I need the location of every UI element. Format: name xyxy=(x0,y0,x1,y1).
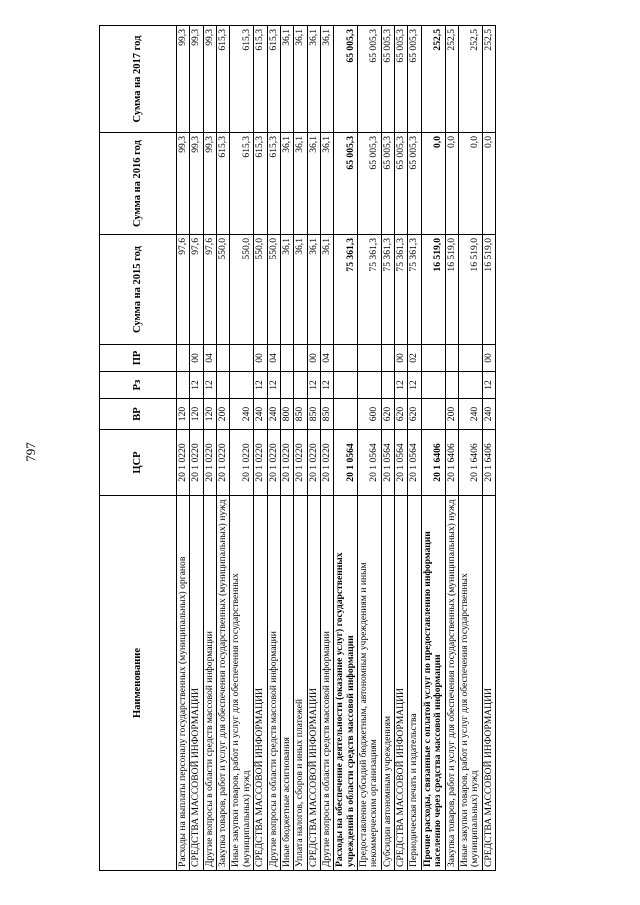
row-csr: 20 1 0220 xyxy=(177,430,190,496)
table-row xyxy=(445,26,458,871)
row-pr xyxy=(217,345,230,372)
row-name: Иные закупки товаров, работ и услуг для обеспечения государственных (муниципальных) нужд xyxy=(458,496,482,871)
row-pr: 00 xyxy=(190,345,203,372)
row-name: Периодическая печать и издательства xyxy=(408,496,421,871)
row-pr: 04 xyxy=(320,345,333,372)
row-sum-2015: 16 519,0 xyxy=(421,235,445,345)
row-vr: 850 xyxy=(294,399,307,430)
header-sum-2015: Сумма на 2015 год xyxy=(100,235,177,345)
table-row xyxy=(395,26,408,871)
row-pr: 00 xyxy=(307,345,320,372)
row-csr: 20 1 0220 xyxy=(320,430,333,496)
row-sum-2015: 550,0 xyxy=(230,235,254,345)
row-csr: 20 1 0220 xyxy=(230,430,254,496)
table-row xyxy=(381,26,394,871)
header-name: Наименование xyxy=(100,496,177,871)
row-sum-2015: 75 361,3 xyxy=(395,235,408,345)
row-vr: 240 xyxy=(482,399,495,430)
table-row xyxy=(307,26,320,871)
row-csr: 20 1 0220 xyxy=(280,430,293,496)
row-name: Субсидии автономным учреждениям xyxy=(381,496,394,871)
row-csr: 20 1 6406 xyxy=(421,430,445,496)
row-sum-2016: 615,3 xyxy=(254,133,267,235)
table-row xyxy=(230,26,254,871)
table-row xyxy=(177,26,190,871)
row-sum-2016: 36,1 xyxy=(280,133,293,235)
row-sum-2017: 615,3 xyxy=(254,26,267,133)
row-rz xyxy=(358,372,382,399)
row-vr: 850 xyxy=(320,399,333,430)
row-sum-2017: 36,1 xyxy=(280,26,293,133)
row-name: Иные закупки товаров, работ и услуг для обеспечения государственных (муниципальных) нужд xyxy=(230,496,254,871)
row-sum-2017: 65 005,3 xyxy=(358,26,382,133)
row-name: СРЕДСТВА МАССОВОЙ ИНФОРМАЦИИ xyxy=(254,496,267,871)
row-sum-2017: 615,3 xyxy=(230,26,254,133)
row-vr: 620 xyxy=(381,399,394,430)
table-row xyxy=(203,26,216,871)
table-row xyxy=(217,26,230,871)
header-csr: ЦСР xyxy=(100,430,177,496)
row-sum-2015: 550,0 xyxy=(217,235,230,345)
row-sum-2015: 75 361,3 xyxy=(358,235,382,345)
row-name: Расходы на обеспечение деятельности (оказание услуг) государственных учреждений в области средств массовой информации xyxy=(334,496,358,871)
row-sum-2016: 615,3 xyxy=(267,133,280,235)
row-rz: 12 xyxy=(190,372,203,399)
row-pr xyxy=(230,345,254,372)
row-sum-2017: 36,1 xyxy=(320,26,333,133)
row-csr: 20 1 0564 xyxy=(408,430,421,496)
row-vr: 240 xyxy=(254,399,267,430)
row-sum-2016: 65 005,3 xyxy=(381,133,394,235)
row-rz xyxy=(334,372,358,399)
row-rz xyxy=(230,372,254,399)
row-sum-2017: 99,3 xyxy=(203,26,216,133)
table-row xyxy=(267,26,280,871)
row-sum-2016: 0,0 xyxy=(458,133,482,235)
row-sum-2017: 252,5 xyxy=(421,26,445,133)
header-pr: ПР xyxy=(100,345,177,372)
row-sum-2016: 0,0 xyxy=(445,133,458,235)
row-sum-2017: 99,3 xyxy=(190,26,203,133)
row-sum-2016: 99,3 xyxy=(190,133,203,235)
row-vr: 800 xyxy=(280,399,293,430)
row-sum-2015: 550,0 xyxy=(254,235,267,345)
row-sum-2017: 252,5 xyxy=(458,26,482,133)
row-sum-2015: 75 361,3 xyxy=(334,235,358,345)
row-sum-2017: 615,3 xyxy=(267,26,280,133)
row-sum-2015: 97,6 xyxy=(203,235,216,345)
row-csr: 20 1 0564 xyxy=(334,430,358,496)
row-rz: 12 xyxy=(203,372,216,399)
row-vr xyxy=(421,399,445,430)
row-name: Другие вопросы в области средств массовой информации xyxy=(267,496,280,871)
row-sum-2015: 36,1 xyxy=(294,235,307,345)
row-csr: 20 1 0564 xyxy=(381,430,394,496)
row-vr: 200 xyxy=(445,399,458,430)
row-vr: 620 xyxy=(408,399,421,430)
row-sum-2017: 615,3 xyxy=(217,26,230,133)
row-pr xyxy=(381,345,394,372)
row-pr xyxy=(334,345,358,372)
row-sum-2016: 36,1 xyxy=(294,133,307,235)
row-vr: 850 xyxy=(307,399,320,430)
row-vr: 240 xyxy=(267,399,280,430)
row-sum-2017: 252,5 xyxy=(445,26,458,133)
table-row xyxy=(254,26,267,871)
row-name: Расходы на выплаты персоналу государственных (муниципальных) органов xyxy=(177,496,190,871)
row-name: Предоставление субсидий бюджетным, автономным учреждениям и иным некоммерческим организациям xyxy=(358,496,382,871)
row-name: Иные бюджетные ассигнования xyxy=(280,496,293,871)
header-sum-2016: Сумма на 2016 год xyxy=(100,133,177,235)
row-sum-2015: 16 519,0 xyxy=(445,235,458,345)
row-rz: 12 xyxy=(267,372,280,399)
budget-table xyxy=(99,25,496,871)
table-row xyxy=(482,26,495,871)
row-pr xyxy=(421,345,445,372)
row-sum-2016: 36,1 xyxy=(320,133,333,235)
row-rz: 12 xyxy=(482,372,495,399)
row-sum-2016: 99,3 xyxy=(203,133,216,235)
row-vr: 120 xyxy=(177,399,190,430)
row-sum-2016: 0,0 xyxy=(421,133,445,235)
table-row xyxy=(320,26,333,871)
row-csr: 20 1 0220 xyxy=(190,430,203,496)
row-vr: 240 xyxy=(458,399,482,430)
row-sum-2017: 252,5 xyxy=(482,26,495,133)
row-pr: 04 xyxy=(203,345,216,372)
table-header-row xyxy=(100,26,177,871)
row-sum-2016: 65 005,3 xyxy=(334,133,358,235)
row-name: СРЕДСТВА МАССОВОЙ ИНФОРМАЦИИ xyxy=(482,496,495,871)
row-sum-2017: 65 005,3 xyxy=(334,26,358,133)
row-name: Другие вопросы в области средств массовой информации xyxy=(203,496,216,871)
table-row xyxy=(294,26,307,871)
row-pr xyxy=(458,345,482,372)
row-csr: 20 1 0220 xyxy=(254,430,267,496)
row-sum-2017: 65 005,3 xyxy=(408,26,421,133)
row-sum-2016: 99,3 xyxy=(177,133,190,235)
row-rz xyxy=(177,372,190,399)
row-sum-2016: 65 005,3 xyxy=(408,133,421,235)
row-sum-2015: 550,0 xyxy=(267,235,280,345)
row-csr: 20 1 0564 xyxy=(358,430,382,496)
row-csr: 20 1 6406 xyxy=(458,430,482,496)
row-csr: 20 1 0220 xyxy=(203,430,216,496)
row-rz: 12 xyxy=(307,372,320,399)
row-vr: 120 xyxy=(203,399,216,430)
row-rz: 12 xyxy=(320,372,333,399)
row-pr: 00 xyxy=(482,345,495,372)
row-name: СРЕДСТВА МАССОВОЙ ИНФОРМАЦИИ xyxy=(190,496,203,871)
row-sum-2015: 16 519,0 xyxy=(482,235,495,345)
row-csr: 20 1 0220 xyxy=(217,430,230,496)
row-pr xyxy=(445,345,458,372)
row-rz xyxy=(381,372,394,399)
row-sum-2015: 36,1 xyxy=(307,235,320,345)
row-csr: 20 1 0220 xyxy=(294,430,307,496)
row-vr xyxy=(334,399,358,430)
row-rz xyxy=(445,372,458,399)
row-rz: 12 xyxy=(254,372,267,399)
header-rz: Рз xyxy=(100,372,177,399)
row-sum-2016: 615,3 xyxy=(230,133,254,235)
row-rz xyxy=(421,372,445,399)
row-sum-2015: 36,1 xyxy=(320,235,333,345)
row-pr: 00 xyxy=(254,345,267,372)
row-sum-2016: 0,0 xyxy=(482,133,495,235)
header-vr: ВР xyxy=(100,399,177,430)
row-sum-2015: 75 361,3 xyxy=(381,235,394,345)
row-rz xyxy=(280,372,293,399)
table-row xyxy=(358,26,382,871)
row-rz xyxy=(217,372,230,399)
row-sum-2017: 65 005,3 xyxy=(381,26,394,133)
row-pr xyxy=(358,345,382,372)
row-csr: 20 1 6406 xyxy=(482,430,495,496)
row-pr: 04 xyxy=(267,345,280,372)
row-csr: 20 1 6406 xyxy=(445,430,458,496)
row-rz xyxy=(294,372,307,399)
row-name: Закупка товаров, работ и услуг для обеспечения государственных (муниципальных) нужд xyxy=(445,496,458,871)
row-csr: 20 1 0220 xyxy=(307,430,320,496)
row-sum-2017: 36,1 xyxy=(294,26,307,133)
row-name: СРЕДСТВА МАССОВОЙ ИНФОРМАЦИИ xyxy=(395,496,408,871)
row-sum-2015: 97,6 xyxy=(190,235,203,345)
row-sum-2016: 36,1 xyxy=(307,133,320,235)
table-row xyxy=(334,26,358,871)
page-number: 797 xyxy=(23,442,38,462)
rotated-page-content xyxy=(99,26,599,871)
row-rz xyxy=(458,372,482,399)
row-sum-2016: 65 005,3 xyxy=(358,133,382,235)
row-vr: 600 xyxy=(358,399,382,430)
row-pr xyxy=(280,345,293,372)
row-vr: 120 xyxy=(190,399,203,430)
row-sum-2015: 16 519,0 xyxy=(458,235,482,345)
row-sum-2015: 97,6 xyxy=(177,235,190,345)
row-sum-2017: 65 005,3 xyxy=(395,26,408,133)
row-name: Уплата налогов, сборов и иных платежей xyxy=(294,496,307,871)
row-csr: 20 1 0564 xyxy=(395,430,408,496)
row-sum-2015: 75 361,3 xyxy=(408,235,421,345)
row-rz: 12 xyxy=(408,372,421,399)
row-vr: 200 xyxy=(217,399,230,430)
row-name: СРЕДСТВА МАССОВОЙ ИНФОРМАЦИИ xyxy=(307,496,320,871)
row-vr: 620 xyxy=(395,399,408,430)
table-row xyxy=(421,26,445,871)
row-pr xyxy=(294,345,307,372)
row-csr: 20 1 0220 xyxy=(267,430,280,496)
row-pr: 02 xyxy=(408,345,421,372)
table-row xyxy=(190,26,203,871)
row-sum-2017: 36,1 xyxy=(307,26,320,133)
row-pr xyxy=(177,345,190,372)
table-row xyxy=(408,26,421,871)
row-sum-2016: 615,3 xyxy=(217,133,230,235)
row-vr: 240 xyxy=(230,399,254,430)
row-rz: 12 xyxy=(395,372,408,399)
table-row xyxy=(458,26,482,871)
row-sum-2016: 65 005,3 xyxy=(395,133,408,235)
row-sum-2015: 36,1 xyxy=(280,235,293,345)
row-name: Другие вопросы в области средств массовой информации xyxy=(320,496,333,871)
row-name: Закупка товаров, работ и услуг для обеспечения государственных (муниципальных) нужд xyxy=(217,496,230,871)
row-name: Прочие расходы, связанные с оплатой услуг по предоставлению информации населению через средства массовой информации xyxy=(421,496,445,871)
row-sum-2017: 99,3 xyxy=(177,26,190,133)
row-pr: 00 xyxy=(395,345,408,372)
table-row xyxy=(280,26,293,871)
header-sum-2017: Сумма на 2017 год xyxy=(100,26,177,133)
